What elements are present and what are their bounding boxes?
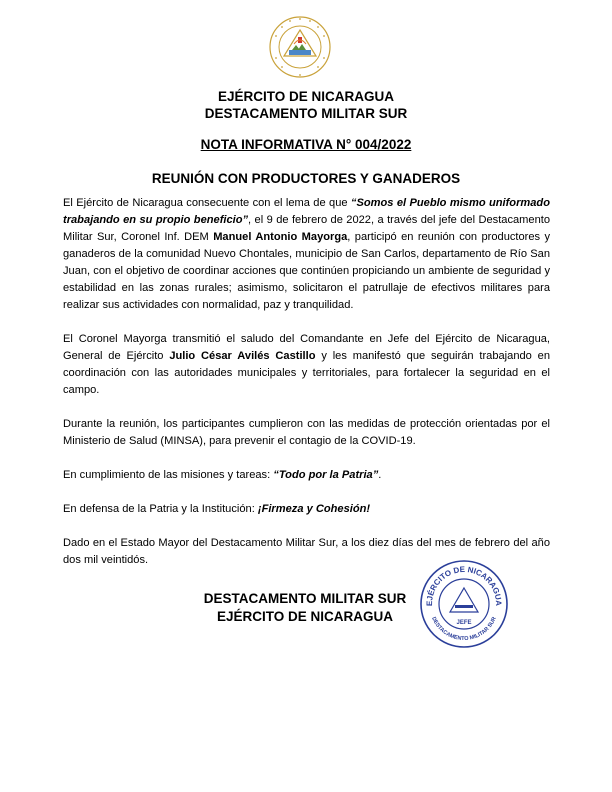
footer-line-2: EJÉRCITO DE NICARAGUA [216, 609, 394, 624]
signature-block [190, 590, 420, 626]
p2-text-a: El Coronel Mayorga transmitió el saludo del Comandante en Jefe del Ejército de Nicaragua, General de Ejército [63, 333, 550, 362]
paragraph-4 [63, 467, 550, 484]
p5-text-a: En defensa de la Patria y la Institución: [63, 503, 258, 515]
paragraph-6: Dado en el Estado Mayor del Destacamento Militar Sur, a los diez días del mes de febrero del año dos mil veintidós. [63, 537, 550, 566]
p1-motto: “Somos el Pueblo mismo uniformado trabajando en su propio beneficio” [63, 197, 550, 226]
subject-title: REUNIÓN CON PRODUCTORES Y GANADEROS [151, 171, 461, 186]
note-title: NOTA INFORMATIVA N° 004/2022 [200, 137, 412, 152]
stamp-center-text: JEFE [456, 620, 472, 626]
p1-text-c: , el 9 de febrero de 2022, a través del jefe del Destacamento Militar Sur, Coronel Inf. DEM [63, 214, 550, 243]
header-line-2: DESTACAMENTO MILITAR SUR [204, 106, 408, 121]
p2-name: Julio César Avilés Castillo [169, 350, 316, 362]
coat-of-arms-seal-icon [268, 14, 332, 80]
svg-text:EJÉRCITO DE NICARAGUA: EJÉRCITO DE NICARAGUA [424, 564, 504, 607]
p1-text-a: El Ejército de Nicaragua consecuente con el lema de que [63, 197, 351, 209]
paragraph-3: Durante la reunión, los participantes cumplieron con las medidas de protección orientadas por el Ministerio de Salud (MINSA), para prevenir el contagio de la COVID-19. [63, 418, 550, 447]
document-body [63, 195, 550, 586]
p4-slogan: “Todo por la Patria” [273, 469, 379, 481]
p4-text-a: En cumplimiento de las misiones y tareas: [63, 469, 274, 481]
paragraph-1 [63, 195, 550, 314]
p5-slogan: ¡Firmeza y Cohesión! [257, 503, 371, 515]
official-stamp-icon [418, 558, 510, 650]
paragraph-2 [63, 331, 550, 399]
svg-text:DESTACAMENTO MILITAR SUR: DESTACAMENTO MILITAR SUR [430, 616, 498, 643]
p4-text-c: . [378, 469, 382, 481]
paragraph-5 [63, 501, 550, 518]
footer-line-1: DESTACAMENTO MILITAR SUR [203, 591, 407, 606]
p2-text-c: y les manifestó que seguirán trabajando en coordinación con las autoridades municipales y territoriales, para fortalecer la seguridad en el campo. [63, 350, 551, 396]
p1-name: Manuel Antonio Mayorga [213, 231, 348, 243]
header-line-1: EJÉRCITO DE NICARAGUA [217, 89, 395, 104]
p1-text-e: , participó en reunión con productores y ganaderos de la comunidad Nuevo Chontales, municipio de San Carlos, departamento de Río San Juan, con el objetivo de coordinar acciones que continúen propiciando un ambiente de seguridad y estabilidad en las zonas rurales; asimismo, solicitaron el patrullaje de efectivos militares para realizar sus actividades con normalidad, paz y tranquilidad. [63, 231, 551, 311]
